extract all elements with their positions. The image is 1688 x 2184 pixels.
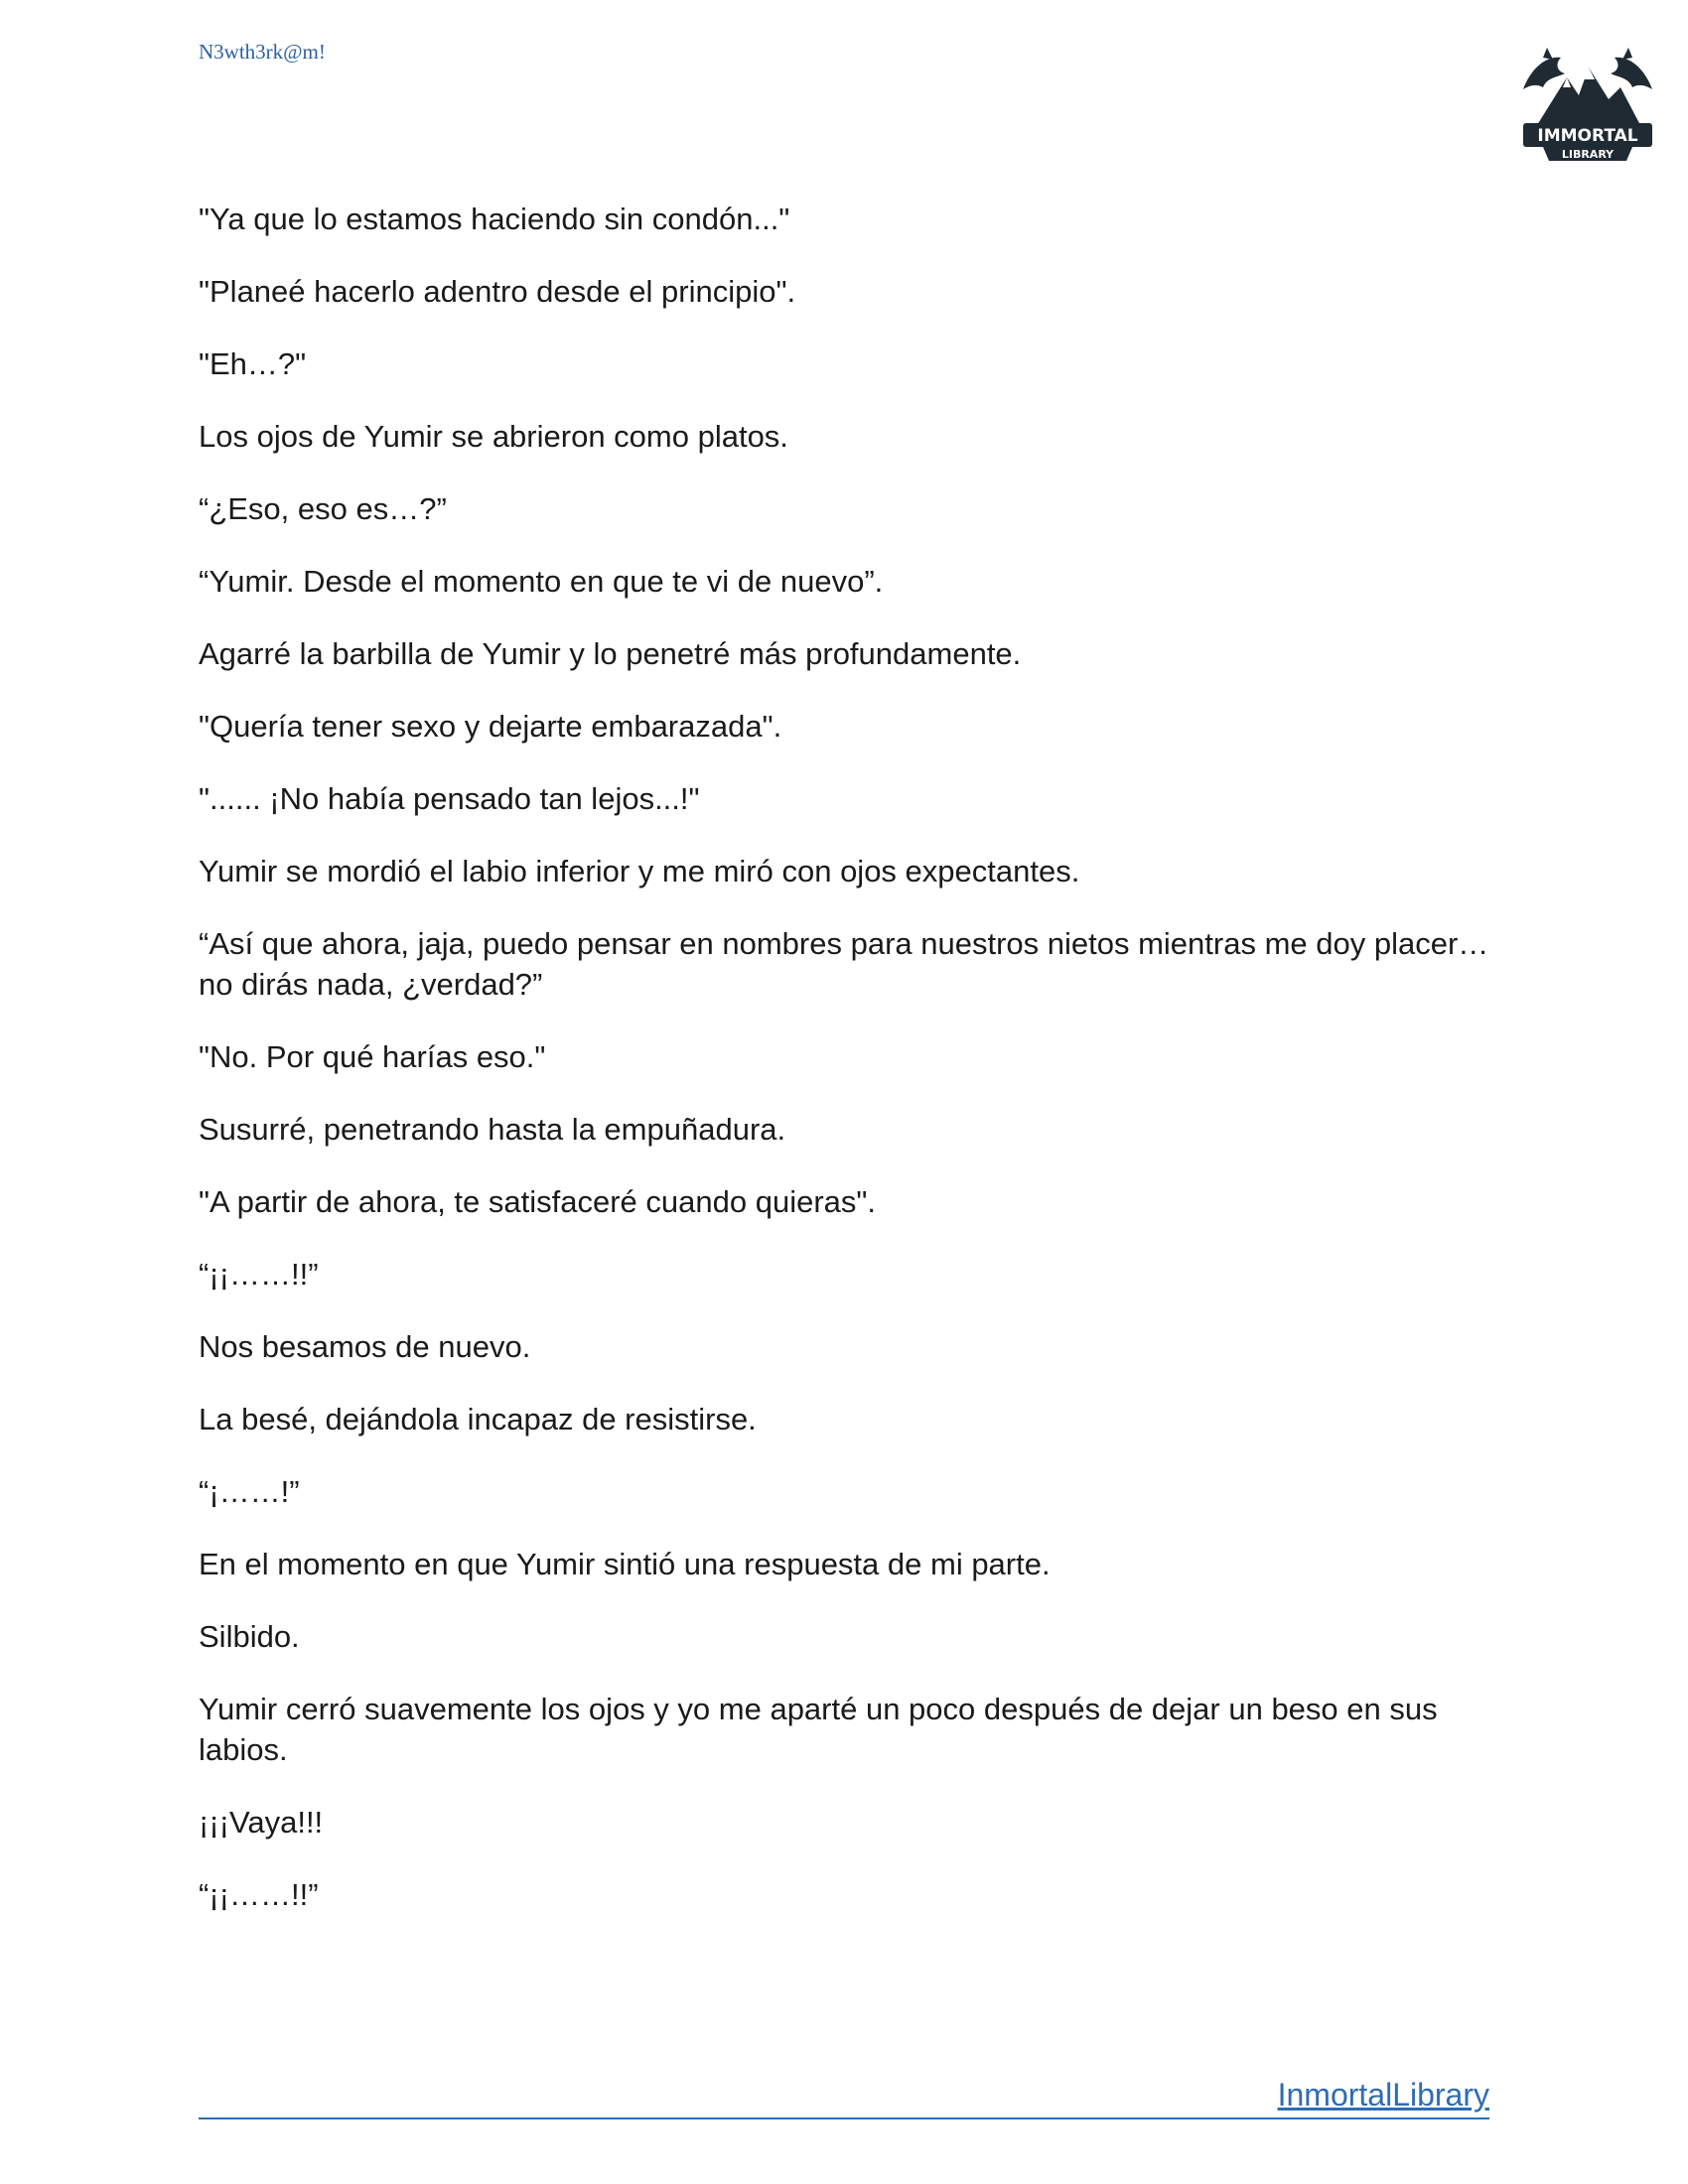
story-body bbox=[199, 199, 1489, 1947]
logo-text-library: LIBRARY bbox=[1561, 148, 1615, 161]
paragraph: Yumir cerró suavemente los ojos y yo me aparté un poco después de dejar un beso en sus labios. bbox=[199, 1692, 1438, 1767]
paragraph: ¡¡¡Vaya!!! bbox=[199, 1805, 324, 1840]
paragraph: “¡¡……!!” bbox=[199, 1877, 319, 1912]
paragraph: “Así que ahora, jaja, puedo pensar en nombres para nuestros nietos mientras me doy placer… no dirás nada, ¿verdad?” bbox=[199, 926, 1489, 1002]
paragraph: La besé, dejándola incapaz de resistirse. bbox=[199, 1402, 757, 1436]
paragraph: En el momento en que Yumir sintió una respuesta de mi parte. bbox=[199, 1547, 1051, 1581]
paragraph: “¡¡……!!” bbox=[199, 1257, 319, 1292]
paragraph: "No. Por qué harías eso." bbox=[199, 1039, 546, 1074]
footer-divider bbox=[199, 2117, 1489, 2119]
logo-text-immortal: IMMORTAL bbox=[1537, 126, 1638, 146]
paragraph: "Quería tener sexo y dejarte embarazada". bbox=[199, 709, 782, 744]
paragraph: Silbido. bbox=[199, 1619, 300, 1654]
dragon-left-icon bbox=[1523, 58, 1565, 89]
paragraph: “Yumir. Desde el momento en que te vi de nuevo”. bbox=[199, 564, 884, 599]
paragraph: “¿Eso, eso es…?” bbox=[199, 491, 447, 526]
paragraph: Agarré la barbilla de Yumir y lo penetré más profundamente. bbox=[199, 636, 1022, 671]
paragraph: "A partir de ahora, te satisfaceré cuando quieras". bbox=[199, 1184, 877, 1219]
paragraph: "Eh…?" bbox=[199, 346, 307, 381]
paragraph: Nos besamos de nuevo. bbox=[199, 1329, 531, 1364]
paragraph: Susurré, penetrando hasta la empuñadura. bbox=[199, 1112, 786, 1147]
header-author-tag: N3wth3rk@m! bbox=[199, 40, 326, 64]
paragraph: Los ojos de Yumir se abrieron como platos. bbox=[199, 419, 788, 454]
paragraph: "...... ¡No había pensado tan lejos...!" bbox=[199, 781, 700, 816]
immortal-library-logo bbox=[1517, 38, 1658, 167]
dragon-right-icon bbox=[1611, 58, 1652, 89]
paragraph: Yumir se mordió el labio inferior y me miró con ojos expectantes. bbox=[199, 854, 1080, 888]
paragraph: "Ya que lo estamos haciendo sin condón..." bbox=[199, 202, 790, 236]
footer-library-link[interactable]: InmortalLibrary bbox=[1277, 2077, 1489, 2113]
paragraph: "Planeé hacerlo adentro desde el principio". bbox=[199, 274, 796, 309]
paragraph: “¡……!” bbox=[199, 1474, 300, 1509]
